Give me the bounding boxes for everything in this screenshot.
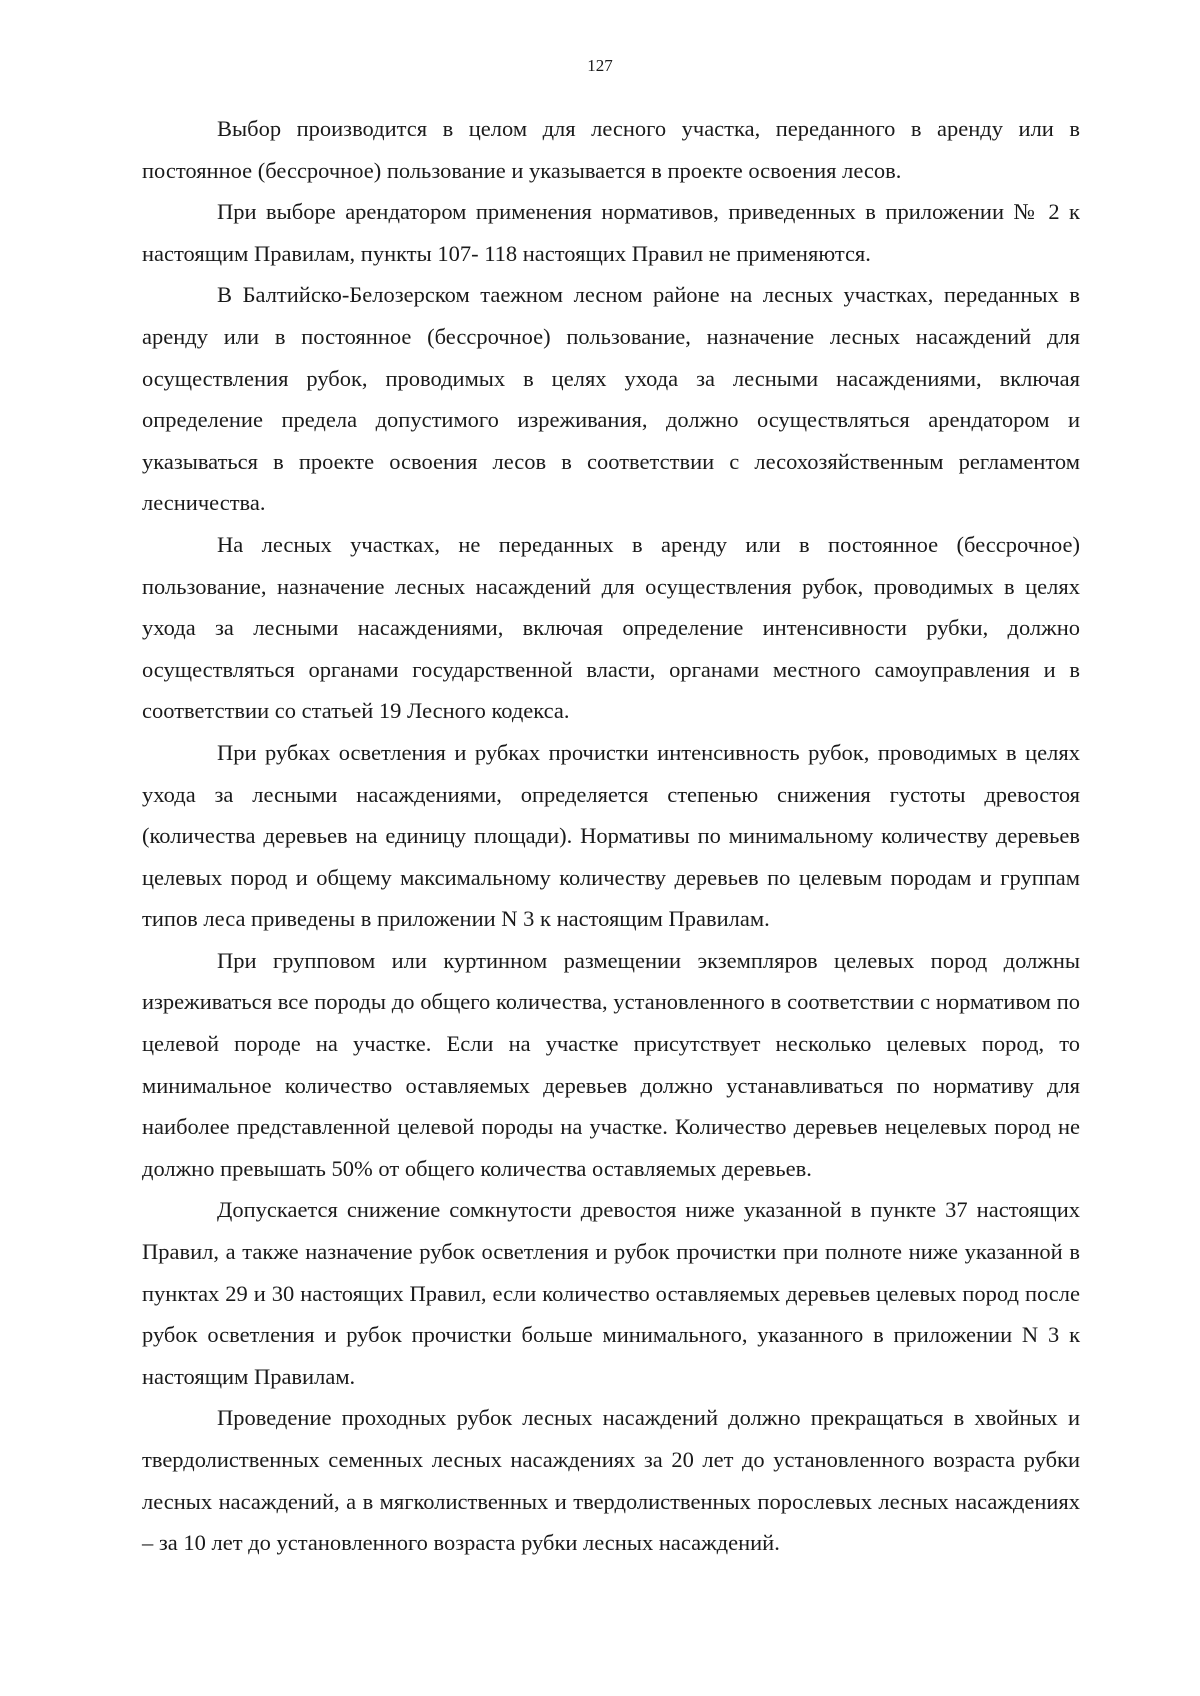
paragraph: Выбор производится в целом для лесного участка, переданного в аренду или в постоянное (бессрочное) пользование и указывается в проекте освоения лесов.	[142, 116, 1080, 183]
body-text	[142, 108, 1080, 1564]
paragraph: При рубках осветления и рубках прочистки интенсивность рубок, проводимых в целях ухода за лесными насаждениями, определяется степенью снижения густоты древостоя (количества деревьев на единицу площади). Нормативы по минимальному количеству деревьев целевых пород и общему максимальному количеству деревьев по целевым породам и группам типов леса приведены в приложении N 3 к настоящим Правилам.	[142, 739, 1080, 932]
paragraph: В Балтийско-Белозерском таежном лесном районе на лесных участках, переданных в аренду или в постоянное (бессрочное) пользование, назначение лесных насаждений для осуществления рубок, проводимых в целях ухода за лесными насаждениями, включая определение предела допустимого изреживания, должно осуществляться арендатором и указываться в проекте освоения лесов в соответствии с лесохозяйственным регламентом лесничества.	[142, 282, 1080, 516]
paragraph: Проведение проходных рубок лесных насаждений должно прекращаться в хвойных и твердолиственных семенных лесных насаждениях за 20 лет до установленного возраста рубки лесных насаждений, а в мягколиственных и твердолиственных порослевых лесных насаждениях – за 10 лет до установленного возраста рубки лесных насаждений.	[142, 1405, 1080, 1556]
paragraph: На лесных участках, не переданных в аренду или в постоянное (бессрочное) пользование, назначение лесных насаждений для осуществления рубок, проводимых в целях ухода за лесными насаждениями, включая определение интенсивности рубки, должно осуществляться органами государственной власти, органами местного самоуправления и в соответствии со статьей 19 Лесного кодекса.	[142, 531, 1080, 724]
paragraph: При групповом или куртинном размещении экземпляров целевых пород должны изреживаться все породы до общего количества, установленного в соответствии с нормативом по целевой породе на участке. Если на участке присутствует несколько целевых пород, то минимальное количество оставляемых деревьев должно устанавливаться по нормативу для наиболее представленной целевой породы на участке. Количество деревьев нецелевых пород не должно превышать 50% от общего количества оставляемых деревьев.	[142, 947, 1080, 1181]
page-number: 127	[587, 56, 613, 75]
paragraph: При выборе арендатором применения нормативов, приведенных в приложении № 2 к настоящим Правилам, пункты 107- 118 настоящих Правил не применяются.	[142, 199, 1080, 266]
paragraph: Допускается снижение сомкнутости древостоя ниже указанной в пункте 37 настоящих Правил, а также назначение рубок осветления и рубок прочистки при полноте ниже указанной в пунктах 29 и 30 настоящих Правил, если количество оставляемых деревьев целевых пород после рубок осветления и рубок прочистки больше минимального, указанного в приложении N 3 к настоящим Правилам.	[142, 1197, 1080, 1389]
